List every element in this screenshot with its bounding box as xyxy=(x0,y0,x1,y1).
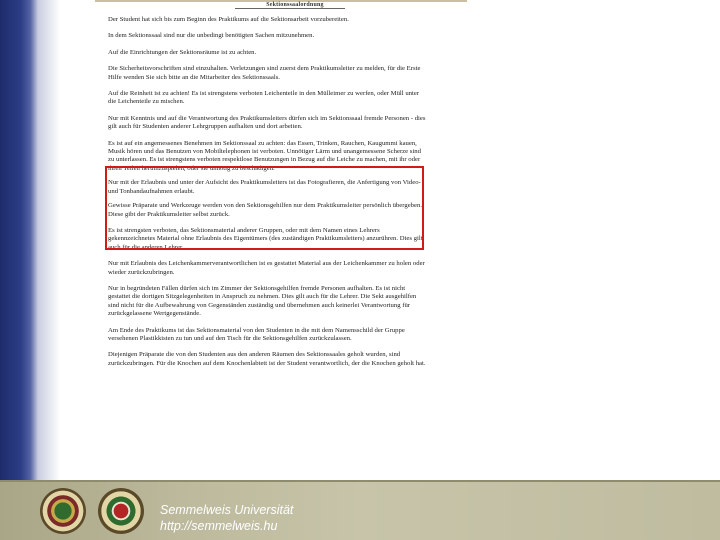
university-seal-icon xyxy=(40,488,86,534)
footer-top-bar xyxy=(0,480,720,482)
highlighted-paragraph: Es ist auf ein angemessenes Benehmen im Sektionssaal zu achten: das Essen, Trinken, Rauchen, Kaugummi kauen, Musik hören und das Benutzen von Mobiltelephonen ist verboten. Unnötiger Lärm und unangemessene Scherze sind zu unterlassen. Es ist strengstens verboten respektlose Benutzungen in Bezug auf die Leiche zu machen, mit ihr oder ihren Teilen herumzuspielen, oder sie unnötig zu beschädigen. xyxy=(108,139,421,172)
left-blue-band xyxy=(0,0,38,480)
paragraph: Nur mit Kenntnis und auf die Verantwortung des Praktikumsleiters dürfen sich im Sektionssaal fremde Personen - dies gilt auch für Studenten anderer Lehrgruppen aufhalten und dort arbeiten. xyxy=(108,114,426,131)
highlight-box xyxy=(105,166,424,250)
paragraph: Am Ende des Praktikums ist das Sektionsmaterial von den Studenten in die mit dem Namensschild der Gruppe versehenen Plastikkisten zu tun und auf den Tisch für die Sektionsgehilfen zurückzulassen. xyxy=(108,326,405,342)
coat-of-arms-icon xyxy=(98,488,144,534)
document-title: Sektionssaalordnung xyxy=(266,2,324,8)
paragraph: In dem Sektionssaal sind nur die unbedingt benötigten Sachen mitzunehmen. xyxy=(108,32,315,40)
paragraph: Auf die Einrichtungen der Sektionsräume ist zu achten. xyxy=(108,48,257,56)
university-url[interactable]: http://semmelweis.hu xyxy=(160,519,278,533)
left-band-fade xyxy=(38,0,60,480)
paragraph: Der Student hat sich bis zum Beginn des Praktikums auf die Sektionsarbeit vorzubereiten. xyxy=(108,16,349,23)
paragraph: Es ist strengsten verboten, das Sektionsmaterial anderer Gruppen, oder mit dem Namen eines Lehrers gekennzeichnetes Material ohne Erlaubnis des Eigentümers (des zuständigen Praktikumsleiters) anzurühren. Dies gilt auch für die anderen Lehrer. xyxy=(108,226,423,251)
highlighted-paragraph: Nur mit der Erlaubnis und unter der Aufsicht des Praktikumsleiters ist das Fotografieren, die Anfertigung von Video- und Tonbandaufnahmen erlaubt. xyxy=(108,179,421,195)
paragraph: Auf die Reinheit ist zu achten! Es ist strengstens verboten Leichenteile in den Mülleimer zu werfen, oder Müll unter die Leichenteile zu mischen. xyxy=(108,90,420,106)
footer-text xyxy=(160,502,293,534)
university-name: Semmelweis Universität xyxy=(160,503,294,517)
paragraph: Diejenigen Präparate die von den Studenten aus den anderen Räumen des Sektionssaales geholt wurden, sind zurückzubringen. Für die Knochen auf dem Knochenlabtett ist der Student verantwortlich, der die Knochen geholt hat. xyxy=(108,351,426,367)
paragraph: Gewisse Präparate und Werkzeuge werden von den Sektionsgehilfen nur dem Praktikumsleiter persönlich übergeben. Diese gibt der Praktikumsleiter selbst zurück. xyxy=(108,202,422,218)
paragraph: Die Sicherheitsvorschriften sind einzuhalten. Verletzungen sind zuerst dem Praktikumsleiter zu melden, für die Erste Hilfe wenden Sie sich bitte an die Mitarbeiter des Sektionssaals. xyxy=(108,65,421,81)
paragraph: Nur in begründeten Fällen dürfen sich im Zimmer der Sektionsgehilfen fremde Personen aufhalten. Es ist nicht gestattet die dortigen Sitzgelegenheiten in Anspruch zu nehmen. Dies gilt auch für die Lehrer. Die Sekt ausgehilfen sind nicht für die Aufbewahrung von Gegenständen zuständig und übernehmen auch keinerlei Verantwortung für zurückgelassene Wertgegenstände. xyxy=(108,284,417,318)
paragraph: Nur mit Erlaubnis des Leichenkammerverantwortlichen ist es gestattet Material aus der Leichenkammer zu holen oder wieder zurückzubringen. xyxy=(108,260,425,276)
document-title-rule xyxy=(235,8,345,9)
